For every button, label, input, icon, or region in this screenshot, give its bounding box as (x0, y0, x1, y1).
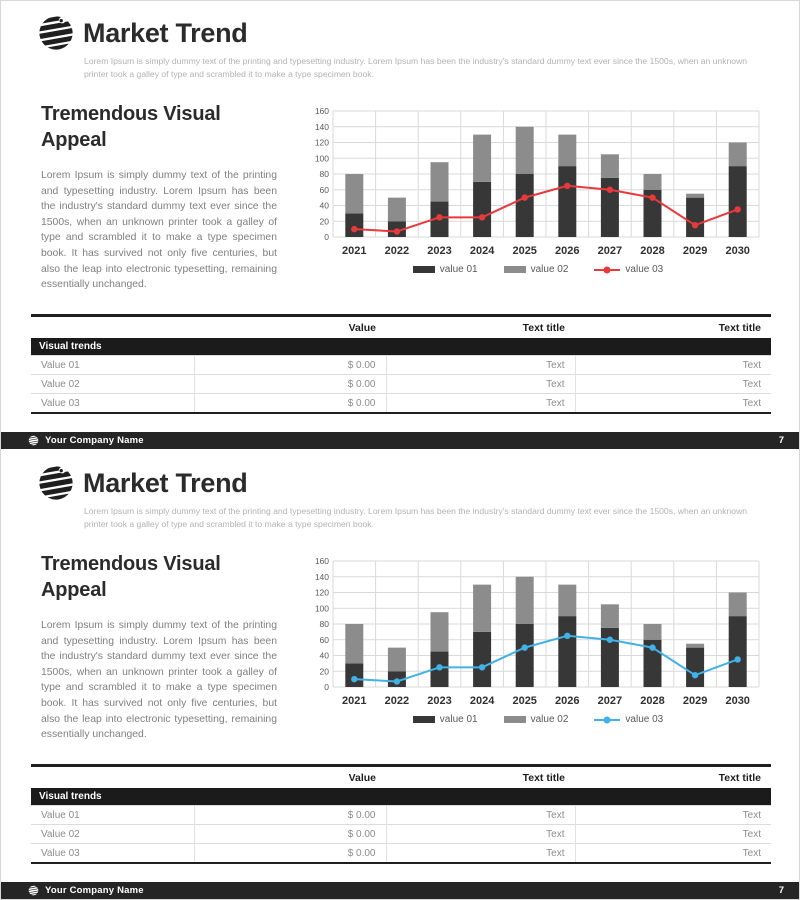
legend-line-swatch (594, 719, 620, 721)
svg-text:60: 60 (319, 634, 329, 645)
company-logo-icon (37, 14, 75, 52)
legend-item-value01: value 01 (413, 714, 478, 725)
footer-logo-icon (28, 885, 39, 896)
chart-area (307, 555, 769, 725)
visual-trends-table (31, 764, 771, 864)
header-text-title-1: Text title (522, 772, 565, 784)
svg-text:2025: 2025 (512, 245, 537, 257)
table-row: Value 03 $ 0.00 Text Text (31, 844, 771, 864)
header-text-title-2: Text title (718, 322, 761, 334)
footer-logo-icon (28, 435, 39, 446)
table-row: Value 02 $ 0.00 Text Text (31, 375, 771, 394)
table-band-row (31, 338, 771, 356)
legend-swatch-dark (413, 716, 435, 723)
svg-text:80: 80 (319, 169, 329, 179)
svg-text:2026: 2026 (555, 245, 580, 257)
legend-line-swatch (594, 269, 620, 271)
table-header-row (31, 316, 771, 339)
header-text-title-1: Text title (522, 322, 565, 334)
svg-text:2030: 2030 (725, 695, 750, 707)
header-empty (31, 766, 194, 789)
svg-text:100: 100 (314, 153, 329, 164)
left-column (41, 551, 277, 743)
svg-text:0: 0 (324, 682, 329, 692)
svg-text:2021: 2021 (342, 695, 367, 707)
svg-text:40: 40 (319, 200, 329, 211)
slide-1 (1, 1, 800, 451)
svg-text:2023: 2023 (427, 695, 452, 707)
table-band-row (31, 788, 771, 806)
svg-text:120: 120 (314, 587, 329, 598)
section-body-text: Lorem Ipsum is simply dummy text of the printing and typesetting industry. Lorem Ipsum has been the industry's standard dummy text ever since the 1500s, when an unknown printer took a galley of type and scrambled it to make a type specimen book. It has survived not only five centuries, but also the leap into electronic typesetting, remaining essentially unchanged. (41, 170, 277, 291)
legend-swatch-gray (504, 266, 526, 273)
header-empty (31, 316, 194, 339)
slide-2 (1, 451, 800, 900)
svg-text:0: 0 (324, 232, 329, 242)
table-row: Value 01 $ 0.00 Text Text (31, 806, 771, 825)
svg-text:140: 140 (314, 121, 329, 132)
slide-subtitle: Lorem Ipsum is simply dummy text of the printing and typesetting industry. Lorem Ipsum has been the industry's standard dummy text ever since the 1500s, when an unknown printer took a galley of type and scrambled it to make a type specimen book. (84, 56, 748, 80)
svg-text:2024: 2024 (469, 695, 495, 707)
legend-item-value02: value 02 (504, 714, 569, 725)
slide-footer (1, 432, 800, 449)
svg-text:2028: 2028 (640, 245, 665, 257)
slide-title: Market Trend (83, 468, 248, 498)
svg-text:100: 100 (314, 603, 329, 614)
footer-page-number: 7 (778, 885, 784, 896)
footer-company-name: Your Company Name (45, 885, 144, 896)
slide-subtitle: Lorem Ipsum is simply dummy text of the printing and typesetting industry. Lorem Ipsum has been the industry's standard dummy text ever since the 1500s, when an unknown printer took a galley of type and scrambled it to make a type specimen book. (84, 506, 748, 530)
table-row: Value 01 $ 0.00 Text Text (31, 356, 771, 375)
company-logo-icon (37, 464, 75, 502)
svg-text:2025: 2025 (512, 695, 537, 707)
chart-legend (307, 714, 769, 725)
header-text-title-2: Text title (718, 772, 761, 784)
section-body-text: Lorem Ipsum is simply dummy text of the printing and typesetting industry. Lorem Ipsum has been the industry's standard dummy text ever since the 1500s, when an unknown printer took a galley of type and scrambled it to make a type specimen book. It has survived not only five centuries, but also the leap into electronic typesetting, remaining essentially unchanged. (41, 620, 277, 741)
legend-item-value03: value 03 (594, 714, 663, 725)
svg-text:2027: 2027 (597, 245, 623, 257)
svg-text:2026: 2026 (555, 695, 580, 707)
footer-company-name: Your Company Name (45, 435, 144, 446)
svg-text:2021: 2021 (342, 245, 367, 257)
chart-area (307, 105, 769, 275)
visual-trends-table (31, 314, 771, 414)
svg-text:120: 120 (314, 137, 329, 148)
svg-text:80: 80 (319, 619, 329, 629)
chart-legend (307, 264, 769, 275)
svg-text:2027: 2027 (597, 695, 623, 707)
svg-text:20: 20 (319, 216, 329, 227)
svg-text:2022: 2022 (384, 695, 410, 707)
svg-text:2028: 2028 (640, 695, 665, 707)
svg-text:2030: 2030 (725, 245, 750, 257)
svg-text:2022: 2022 (384, 245, 410, 257)
legend-swatch-dark (413, 266, 435, 273)
svg-text:160: 160 (314, 556, 329, 566)
section-heading: Tremendous Visual Appeal (41, 103, 221, 151)
svg-text:2023: 2023 (427, 245, 452, 257)
left-column (41, 101, 277, 293)
legend-item-value02: value 02 (504, 264, 569, 275)
svg-text:60: 60 (319, 184, 329, 195)
svg-text:40: 40 (319, 650, 329, 661)
slide-footer (1, 882, 800, 899)
legend-swatch-gray (504, 716, 526, 723)
band-label: Visual trends (31, 788, 771, 806)
footer-page-number: 7 (778, 435, 784, 446)
slide-title: Market Trend (83, 18, 248, 48)
svg-text:2024: 2024 (469, 245, 495, 257)
market-trend-chart (307, 555, 769, 707)
svg-text:140: 140 (314, 571, 329, 582)
table-header-row (31, 766, 771, 789)
legend-item-value03: value 03 (594, 264, 663, 275)
market-trend-chart (307, 105, 769, 257)
svg-text:20: 20 (319, 666, 329, 677)
header-value: Value (348, 772, 376, 784)
band-label: Visual trends (31, 338, 771, 356)
table-row: Value 02 $ 0.00 Text Text (31, 825, 771, 844)
table-row: Value 03 $ 0.00 Text Text (31, 394, 771, 414)
header-value: Value (348, 322, 376, 334)
svg-text:160: 160 (314, 106, 329, 116)
svg-text:2029: 2029 (682, 695, 708, 707)
svg-text:2029: 2029 (682, 245, 708, 257)
legend-item-value01: value 01 (413, 264, 478, 275)
section-heading: Tremendous Visual Appeal (41, 553, 221, 601)
